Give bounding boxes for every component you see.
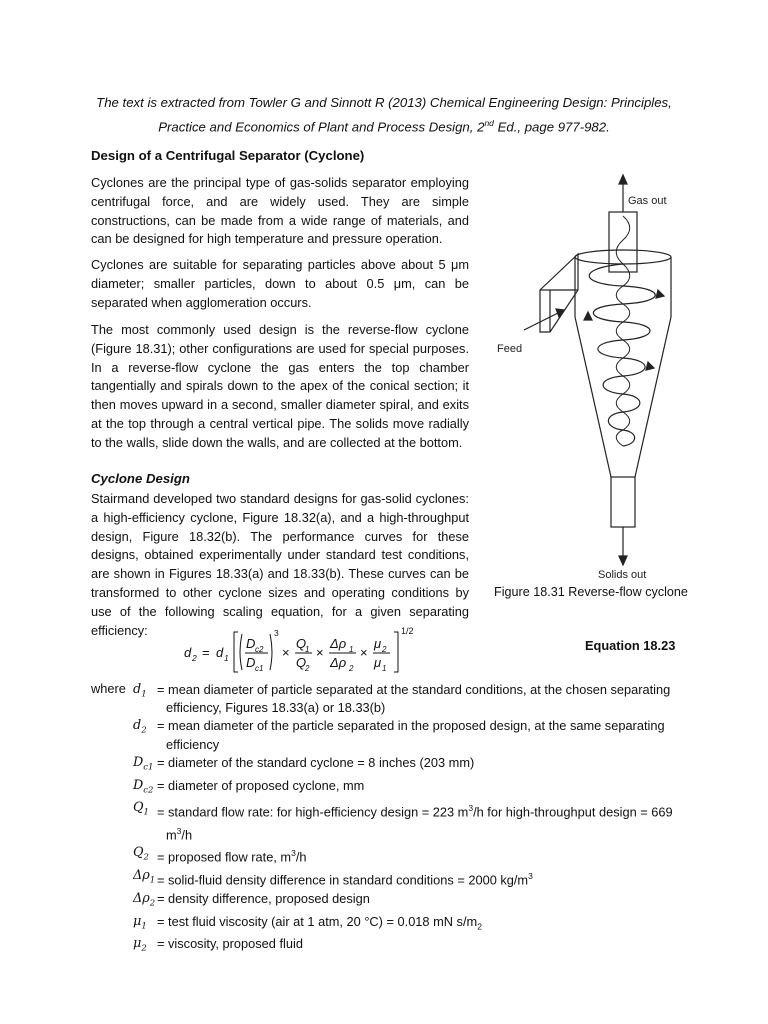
eq-left-paren: [240, 634, 242, 670]
eq-d1-sub: 1: [224, 653, 229, 663]
eq-mu-num-sub: 2: [382, 645, 387, 654]
definition-cont: [157, 822, 693, 844]
eq-mu-den-sub: 1: [382, 664, 387, 673]
eq-power: 1/2: [401, 626, 414, 636]
eq-times-2: ×: [316, 645, 324, 660]
symbol-sub: 1: [141, 921, 147, 932]
subheading-cyclone-design: Cyclone Design: [91, 471, 190, 486]
feed-arrow: [524, 312, 560, 330]
definition-part: = solid-fluid density difference in standard conditions = 2000 kg/m: [157, 872, 529, 888]
symbol-dc2: [133, 777, 157, 800]
symbol-dc1: [133, 754, 157, 777]
eq-rho-num: Δρ: [330, 636, 347, 651]
eq-times-1: ×: [282, 645, 290, 660]
eq-q-den-sub: 2: [305, 664, 310, 673]
eq-q-den: Q: [296, 655, 307, 670]
cone-left-wall: [575, 317, 611, 477]
definition-rho1: [133, 867, 693, 890]
cone-right-wall: [635, 317, 671, 477]
symbol-main: d: [133, 718, 142, 734]
definition-cont: efficiency: [166, 736, 220, 752]
definition-part: = proposed flow rate, m: [157, 849, 292, 865]
eq-q-num-sub: 1: [305, 645, 310, 654]
symbol-main: d: [133, 682, 142, 697]
symbol-sub: 1: [149, 875, 156, 886]
symbol-mu1: [133, 913, 157, 936]
definition-part: /h: [295, 849, 307, 865]
eq-num1-sub: c2: [255, 645, 264, 654]
solids-outlet-pipe: [611, 477, 635, 527]
section-heading: Design of a Centrifugal Separator (Cyclone): [91, 148, 365, 163]
definition-d2: [133, 717, 693, 753]
definition-text: = diameter of proposed cyclone, mm: [157, 777, 365, 793]
scaling-equation: [180, 622, 440, 678]
definition-rho2: [133, 890, 693, 913]
definition-text: [157, 799, 693, 844]
symbol-d1: [133, 681, 157, 704]
symbol-sub: c2: [143, 785, 154, 796]
symbol-rho1: [133, 867, 157, 890]
definition-line: [157, 799, 693, 821]
definition-sup: 3: [176, 825, 182, 836]
eq-mu-den: μ: [374, 655, 382, 670]
symbol-main: μ: [133, 913, 142, 929]
definition-sup: 3: [528, 871, 533, 881]
citation-line-2a: Practice and Economics of Plant and Process Design, 2: [158, 119, 485, 135]
symbol-main: Q: [133, 800, 144, 816]
feed-label: Feed: [497, 343, 523, 355]
paragraph-stairmand: Stairmand developed two standard designs for gas-solid cyclones: a high-efficiency cyclone, Figure 18.32(a), and a high-throughput design, Figure 18.32(b). The performance curves for these designs, obtained experimentally under standard test conditions, are shown in Figures 18.33(a) and 18.33(b). These curves can be transformed to other cyclone sizes and operating conditions by use of the following scaling equation, for a given separating efficiency:: [91, 491, 469, 638]
definition-sup: 3: [468, 803, 474, 814]
where-label: where: [91, 681, 126, 696]
symbol-main: Δρ: [133, 890, 150, 906]
definition-part: = test fluid viscosity (air at 1 atm, 20 °C) = 0.018 mN s/m: [157, 913, 478, 929]
spiral-arrow-2: [584, 312, 592, 320]
eq-lhs: d: [184, 645, 192, 660]
symbol-q2: [133, 844, 157, 867]
definition-text: = diameter of the standard cyclone = 8 inches (203 mm): [157, 754, 475, 770]
symbol-sub: 2: [149, 898, 156, 909]
cyclone-figure: [488, 172, 698, 584]
definition-d1: [133, 681, 693, 717]
definition-mu2: [133, 935, 693, 958]
eq-rho-den-sub: 2: [349, 664, 354, 673]
definition-line: = mean diameter of the particle separated in the proposed design, at the same separating: [157, 718, 665, 734]
symbol-main: Q: [133, 845, 144, 861]
definitions-list: [133, 681, 693, 958]
eq-lhs-sub: 2: [192, 653, 197, 663]
definition-cont: efficiency, Figures 18.33(a) or 18.33(b): [166, 700, 386, 716]
paragraph-reverse-flow: The most commonly used design is the reverse-flow cyclone (Figure 18.31); other configurations are used for special purposes. In a reverse-flow cyclone the gas enters the top chamber tangentially and spirals down to the apex of the conical section; it then moves upward in a second, smaller diameter spiral, and exits at the top through a central vertical pipe. The solids move radially to the walls, slide down the walls, and are collected at the bottom.: [91, 322, 469, 450]
symbol-main: μ: [133, 936, 142, 952]
outer-spiral: [589, 264, 655, 446]
definition-text: = density difference, proposed design: [157, 890, 370, 906]
spiral-arrow-1: [656, 290, 664, 298]
symbol-main: D: [133, 777, 144, 793]
eq-times-3: ×: [360, 645, 368, 660]
equation-label: Equation 18.23: [585, 638, 676, 653]
symbol-sub: 2: [143, 852, 149, 863]
eq-d1: d: [216, 645, 224, 660]
definition-sub: 2: [477, 921, 482, 932]
paragraph-particle-size: Cyclones are suitable for separating particles above about 5 μm diameter; smaller particles, down to about 0.5 μm, can be separated when agglomeration occurs.: [91, 257, 469, 310]
inlet-duct: [540, 254, 578, 332]
definition-sup: 3: [291, 848, 296, 859]
definition-q2: [133, 844, 693, 867]
eq-q-num: Q: [296, 636, 307, 651]
definition-dc2: [133, 777, 693, 800]
definition-part: m: [166, 827, 177, 843]
solids-out-arrowhead: [619, 556, 627, 565]
citation-line-2: [60, 113, 708, 137]
vortex-finder-pipe: [609, 212, 637, 272]
eq-mu-num: μ: [374, 636, 382, 651]
eq-rho-den: Δρ: [330, 655, 347, 670]
symbol-sub: 1: [141, 689, 147, 700]
definition-text: [157, 717, 693, 753]
cylinder-top: [575, 250, 671, 264]
symbol-q1: [133, 799, 157, 822]
gas-out-label: Gas out: [628, 195, 667, 207]
definition-part: = standard flow rate: for high-efficiency design = 223 m: [157, 804, 469, 820]
citation-superscript: nd: [484, 118, 494, 128]
definition-text: [157, 844, 693, 866]
spiral-arrow-3: [646, 362, 654, 370]
eq-num1: D: [246, 636, 256, 651]
figure-caption: Figure 18.31 Reverse-flow cyclone: [494, 585, 688, 599]
symbol-sub: 1: [143, 807, 149, 818]
eq-den1-sub: c1: [255, 664, 264, 673]
eq-cube: 3: [274, 628, 279, 638]
definition-mu1: [133, 913, 693, 936]
symbol-main: Δρ: [133, 868, 150, 883]
gas-out-arrowhead: [619, 175, 627, 184]
eq-right-bracket: [394, 632, 398, 672]
definition-part: /h for high-throughput design = 669: [473, 804, 673, 820]
paragraph-cyclones-intro: Cyclones are the principal type of gas-solids separator employing centrifugal force, and are widely used. They are simple constructions, can be made from a wide range of materials, and can be designed for high temperature and pressure operation.: [91, 175, 469, 247]
eq-den1: D: [246, 655, 256, 670]
definition-dc1: [133, 754, 693, 777]
symbol-sub: 2: [141, 943, 147, 954]
definition-line: = mean diameter of particle separated at the standard conditions, at the chosen separating: [157, 682, 671, 697]
symbol-rho2: [133, 890, 157, 913]
citation-line-1: The text is extracted from Towler G and Sinnott R (2013) Chemical Engineering Design: Principles,: [96, 95, 672, 110]
solids-out-label: Solids out: [598, 569, 647, 581]
eq-right-paren: [270, 634, 272, 670]
definition-part: /h: [181, 827, 193, 843]
definition-text: [157, 867, 693, 889]
eq-equals: =: [202, 645, 210, 660]
definition-text: = viscosity, proposed fluid: [157, 936, 303, 952]
symbol-mu2: [133, 935, 157, 958]
citation-line-2b: Ed., page 977-982.: [493, 119, 610, 135]
symbol-sub: c1: [143, 762, 154, 773]
symbol-sub: 2: [141, 725, 147, 736]
symbol-main: D: [133, 754, 144, 770]
definition-text: [157, 913, 693, 936]
eq-left-bracket: [234, 632, 238, 672]
symbol-d2: [133, 717, 157, 740]
definition-text: [157, 681, 693, 717]
definition-q1: [133, 799, 693, 844]
citation: [60, 92, 708, 137]
eq-rho-num-sub: 1: [349, 645, 354, 654]
